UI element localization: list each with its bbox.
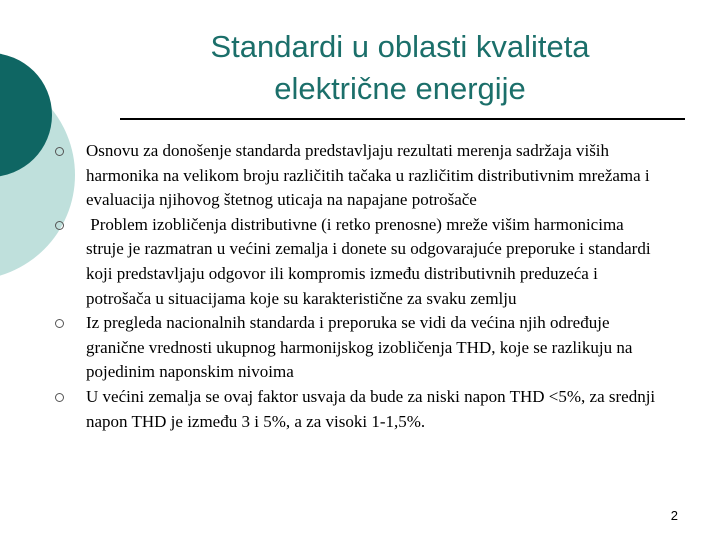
hollow-circle-icon	[55, 221, 64, 230]
bullet-item	[55, 311, 665, 385]
bullet-text: U većini zemalja se ovaj faktor usvaja da bude za niski napon THD <5%, za srednji napon THD je između 3 i 5%, a za visoki 1-1,5%.	[86, 386, 656, 431]
hollow-circle-icon	[55, 319, 64, 328]
title-line-1: Standardi u oblasti kvaliteta	[210, 29, 590, 64]
slide-title	[150, 26, 650, 110]
bullet-text: Iz pregleda nacionalnih standarda i preporuka se vidi da većina njih određuje granične vrednosti ukupnog harmonijskog izobličenja THD, koje se razlikuju na pojedinim naponskim nivoima	[86, 313, 633, 382]
dark-circle	[0, 53, 52, 177]
bullet-item	[55, 385, 665, 434]
page-number: 2	[670, 508, 678, 523]
bullet-text: Problem izobličenja distributivne (i retko prenosne) mreže višim harmonicima struje je razmatran u većini zemalja i donete su odgovarajuće preporuke i standardi koji predstavljaju odgovor ili kompromis između distributivnih preduzeća i potrošača u situacijama koje su karakteristične za svaku zemlju	[86, 214, 655, 308]
hollow-circle-icon	[55, 393, 64, 402]
bullet-item	[55, 139, 665, 213]
title-divider	[120, 118, 685, 120]
title-line-2: električne energije	[274, 71, 526, 106]
bullet-list	[55, 139, 665, 434]
hollow-circle-icon	[55, 147, 64, 156]
bullet-item	[55, 213, 665, 311]
bullet-text: Osnovu za donošenje standarda predstavljaju rezultati merenja sadržaja viših harmonika na velikom broju različitih tačaka u različitim distributivnim mrežama i evaluacija njihovog štetnog uticaja na napajane potrošače	[86, 141, 650, 210]
